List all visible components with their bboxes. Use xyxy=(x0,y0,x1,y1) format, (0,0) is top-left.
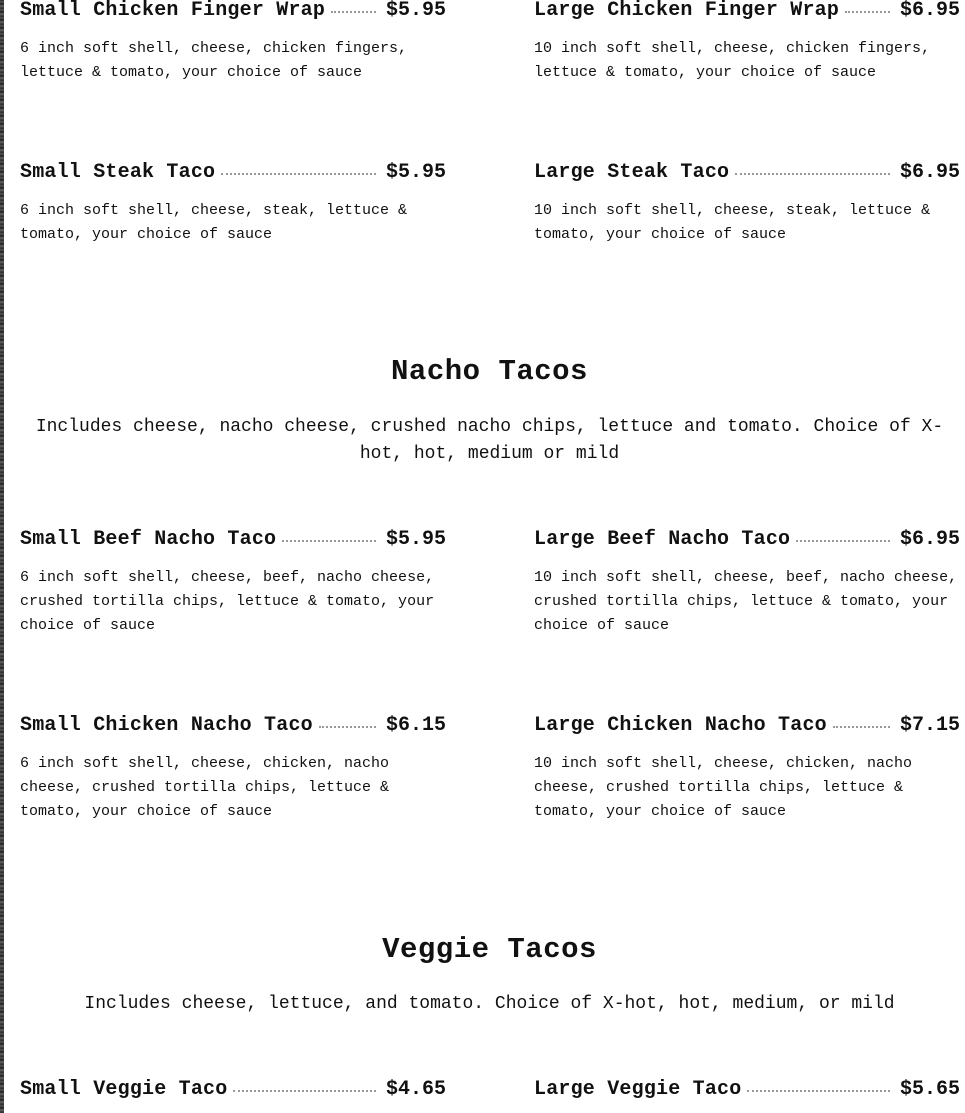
dot-leader xyxy=(221,173,376,175)
menu-item-price: $6.95 xyxy=(899,528,960,551)
menu-item-price: $7.15 xyxy=(899,714,960,737)
dot-leader xyxy=(319,726,376,728)
dot-leader xyxy=(845,11,890,13)
menu-item-description: 6 inch soft shell, cheese, chicken, nacho cheese, crushed tortilla chips, lettuce & tomato, your choice of sauce xyxy=(20,755,390,820)
menu-item-header xyxy=(534,1078,960,1104)
menu-item-price: $6.95 xyxy=(899,0,960,22)
menu-item-price: $5.65 xyxy=(899,1078,960,1101)
dot-leader xyxy=(233,1090,376,1092)
menu-item-price: $5.95 xyxy=(385,0,446,22)
menu-item-price: $6.95 xyxy=(899,161,960,184)
menu-item-price: $6.15 xyxy=(385,714,446,737)
menu-item xyxy=(534,161,960,247)
dot-leader xyxy=(833,726,890,728)
menu-item xyxy=(534,1078,960,1104)
menu-item-name: Small Beef Nacho Taco xyxy=(20,528,277,551)
menu-item-header xyxy=(20,714,446,740)
menu-item-description: 6 inch soft shell, cheese, beef, nacho cheese, crushed tortilla chips, lettuce & tomato, your choice of sauce xyxy=(20,569,435,634)
menu-item xyxy=(534,0,960,85)
section-title-veggie-tacos: Veggie Tacos xyxy=(382,933,597,966)
menu-item-name: Small Steak Taco xyxy=(20,161,216,184)
menu-item-name: Large Beef Nacho Taco xyxy=(534,528,791,551)
menu-item-header xyxy=(534,0,960,25)
section-title-nacho-tacos: Nacho Tacos xyxy=(391,355,588,388)
menu-item-price: $5.95 xyxy=(385,161,446,184)
menu-item-description: 10 inch soft shell, cheese, chicken, nacho cheese, crushed tortilla chips, lettuce & tomato, your choice of sauce xyxy=(534,755,913,820)
menu-item-name: Small Chicken Finger Wrap xyxy=(20,0,326,22)
menu-item-description: 6 inch soft shell, cheese, chicken fingers, lettuce & tomato, your choice of sauce xyxy=(20,40,408,81)
menu-item-price: $4.65 xyxy=(385,1078,446,1101)
menu-item-name: Large Steak Taco xyxy=(534,161,730,184)
dot-leader xyxy=(282,540,376,542)
section-intro-nacho-tacos: Includes cheese, nacho cheese, crushed nacho chips, lettuce and tomato. Choice of X-hot, hot, medium or mild xyxy=(35,417,944,464)
menu-item-description: 10 inch soft shell, cheese, steak, lettuce & tomato, your choice of sauce xyxy=(534,202,931,243)
menu-item-header xyxy=(20,1078,446,1104)
menu-item-header xyxy=(20,161,446,187)
menu-item xyxy=(20,1078,446,1104)
dot-leader xyxy=(796,540,890,542)
menu-item xyxy=(20,0,446,85)
menu-item-name: Large Chicken Finger Wrap xyxy=(534,0,840,22)
menu-item-header xyxy=(534,161,960,187)
menu-item xyxy=(20,528,446,638)
dot-leader xyxy=(735,173,890,175)
menu-item-description: 6 inch soft shell, cheese, steak, lettuce & tomato, your choice of sauce xyxy=(20,202,408,243)
menu-item-price: $5.95 xyxy=(385,528,446,551)
menu-item xyxy=(20,161,446,247)
menu-item-name: Large Veggie Taco xyxy=(534,1078,742,1101)
menu-item-description: 10 inch soft shell, cheese, chicken fingers, lettuce & tomato, your choice of sauce xyxy=(534,40,931,81)
menu-item-header xyxy=(20,0,446,25)
menu-item xyxy=(20,714,446,824)
dot-leader xyxy=(747,1090,890,1092)
menu-item-header xyxy=(534,714,960,740)
menu-item-name: Small Chicken Nacho Taco xyxy=(20,714,313,737)
menu-item xyxy=(534,528,960,638)
menu-item-header xyxy=(20,528,446,554)
dot-leader xyxy=(331,11,376,13)
menu-item-name: Small Veggie Taco xyxy=(20,1078,228,1101)
menu-item-header xyxy=(534,528,960,554)
menu-item-description: 10 inch soft shell, cheese, beef, nacho cheese, crushed tortilla chips, lettuce & tomato, your choice of sauce xyxy=(534,569,958,634)
menu-item-name: Large Chicken Nacho Taco xyxy=(534,714,827,737)
section-intro-veggie-tacos: Includes cheese, lettuce, and tomato. Choice of X-hot, hot, medium, or mild xyxy=(84,994,895,1014)
menu-item xyxy=(534,714,960,824)
